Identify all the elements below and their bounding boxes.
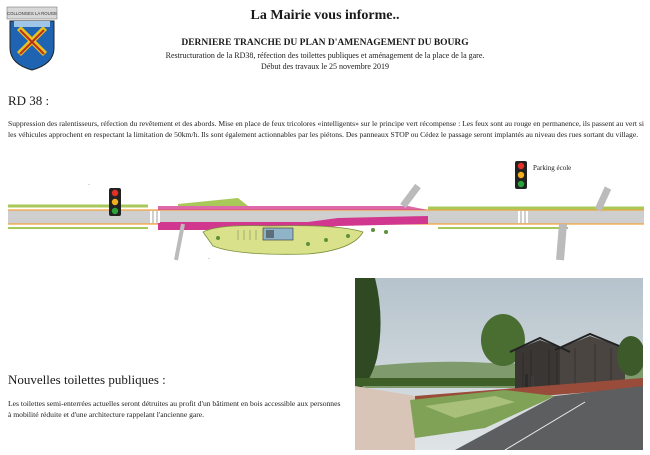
rd38-description: Suppression des ralentisseurs, réfection du revêtement et des abords. Mise en place de feux tricolores «intelligents» sur le principe vert récompense : Les feux sont au rouge en permanence, ils passent au vert si les véhicules approchent en respectant la limitation de 50km/h. Ils sont également actionnables par les piétons. Des panneaux STOP ou Cédez le passage seront implantés au niveau des rues sortant du village. [8, 119, 644, 139]
traffic-light-icon [108, 187, 122, 217]
rd38-heading: RD 38 : [8, 93, 50, 108]
parking-label: Parking école [533, 164, 572, 172]
toilet-building-render [355, 278, 643, 450]
svg-text:~: ~ [88, 183, 91, 187]
project-title: DERNIERE TRANCHE DU PLAN D'AMENAGEMENT DU BOURG [181, 38, 469, 48]
project-description: Restructuration de la RD38, réfection des toilettes publiques et aménagement de la place de la gare. [165, 51, 485, 60]
toilets-description: Les toilettes semi-enterrées actuelles seront détruites au profit d'un bâtiment en bois accessible aux personnes à mobilité réduite et d'une architecture rappelant l'ancienne gare. [8, 399, 341, 419]
toilets-heading: Nouvelles toilettes publiques : [8, 372, 166, 387]
svg-text:~: ~ [208, 257, 211, 261]
page-title: La Mairie vous informe.. [250, 8, 400, 23]
traffic-light-icon [514, 160, 528, 190]
road-plan [8, 180, 644, 268]
works-start-date: Début des travaux le 25 novembre 2019 [261, 62, 389, 71]
crest-banner: COLLONGES LA ROUGE [7, 11, 57, 16]
